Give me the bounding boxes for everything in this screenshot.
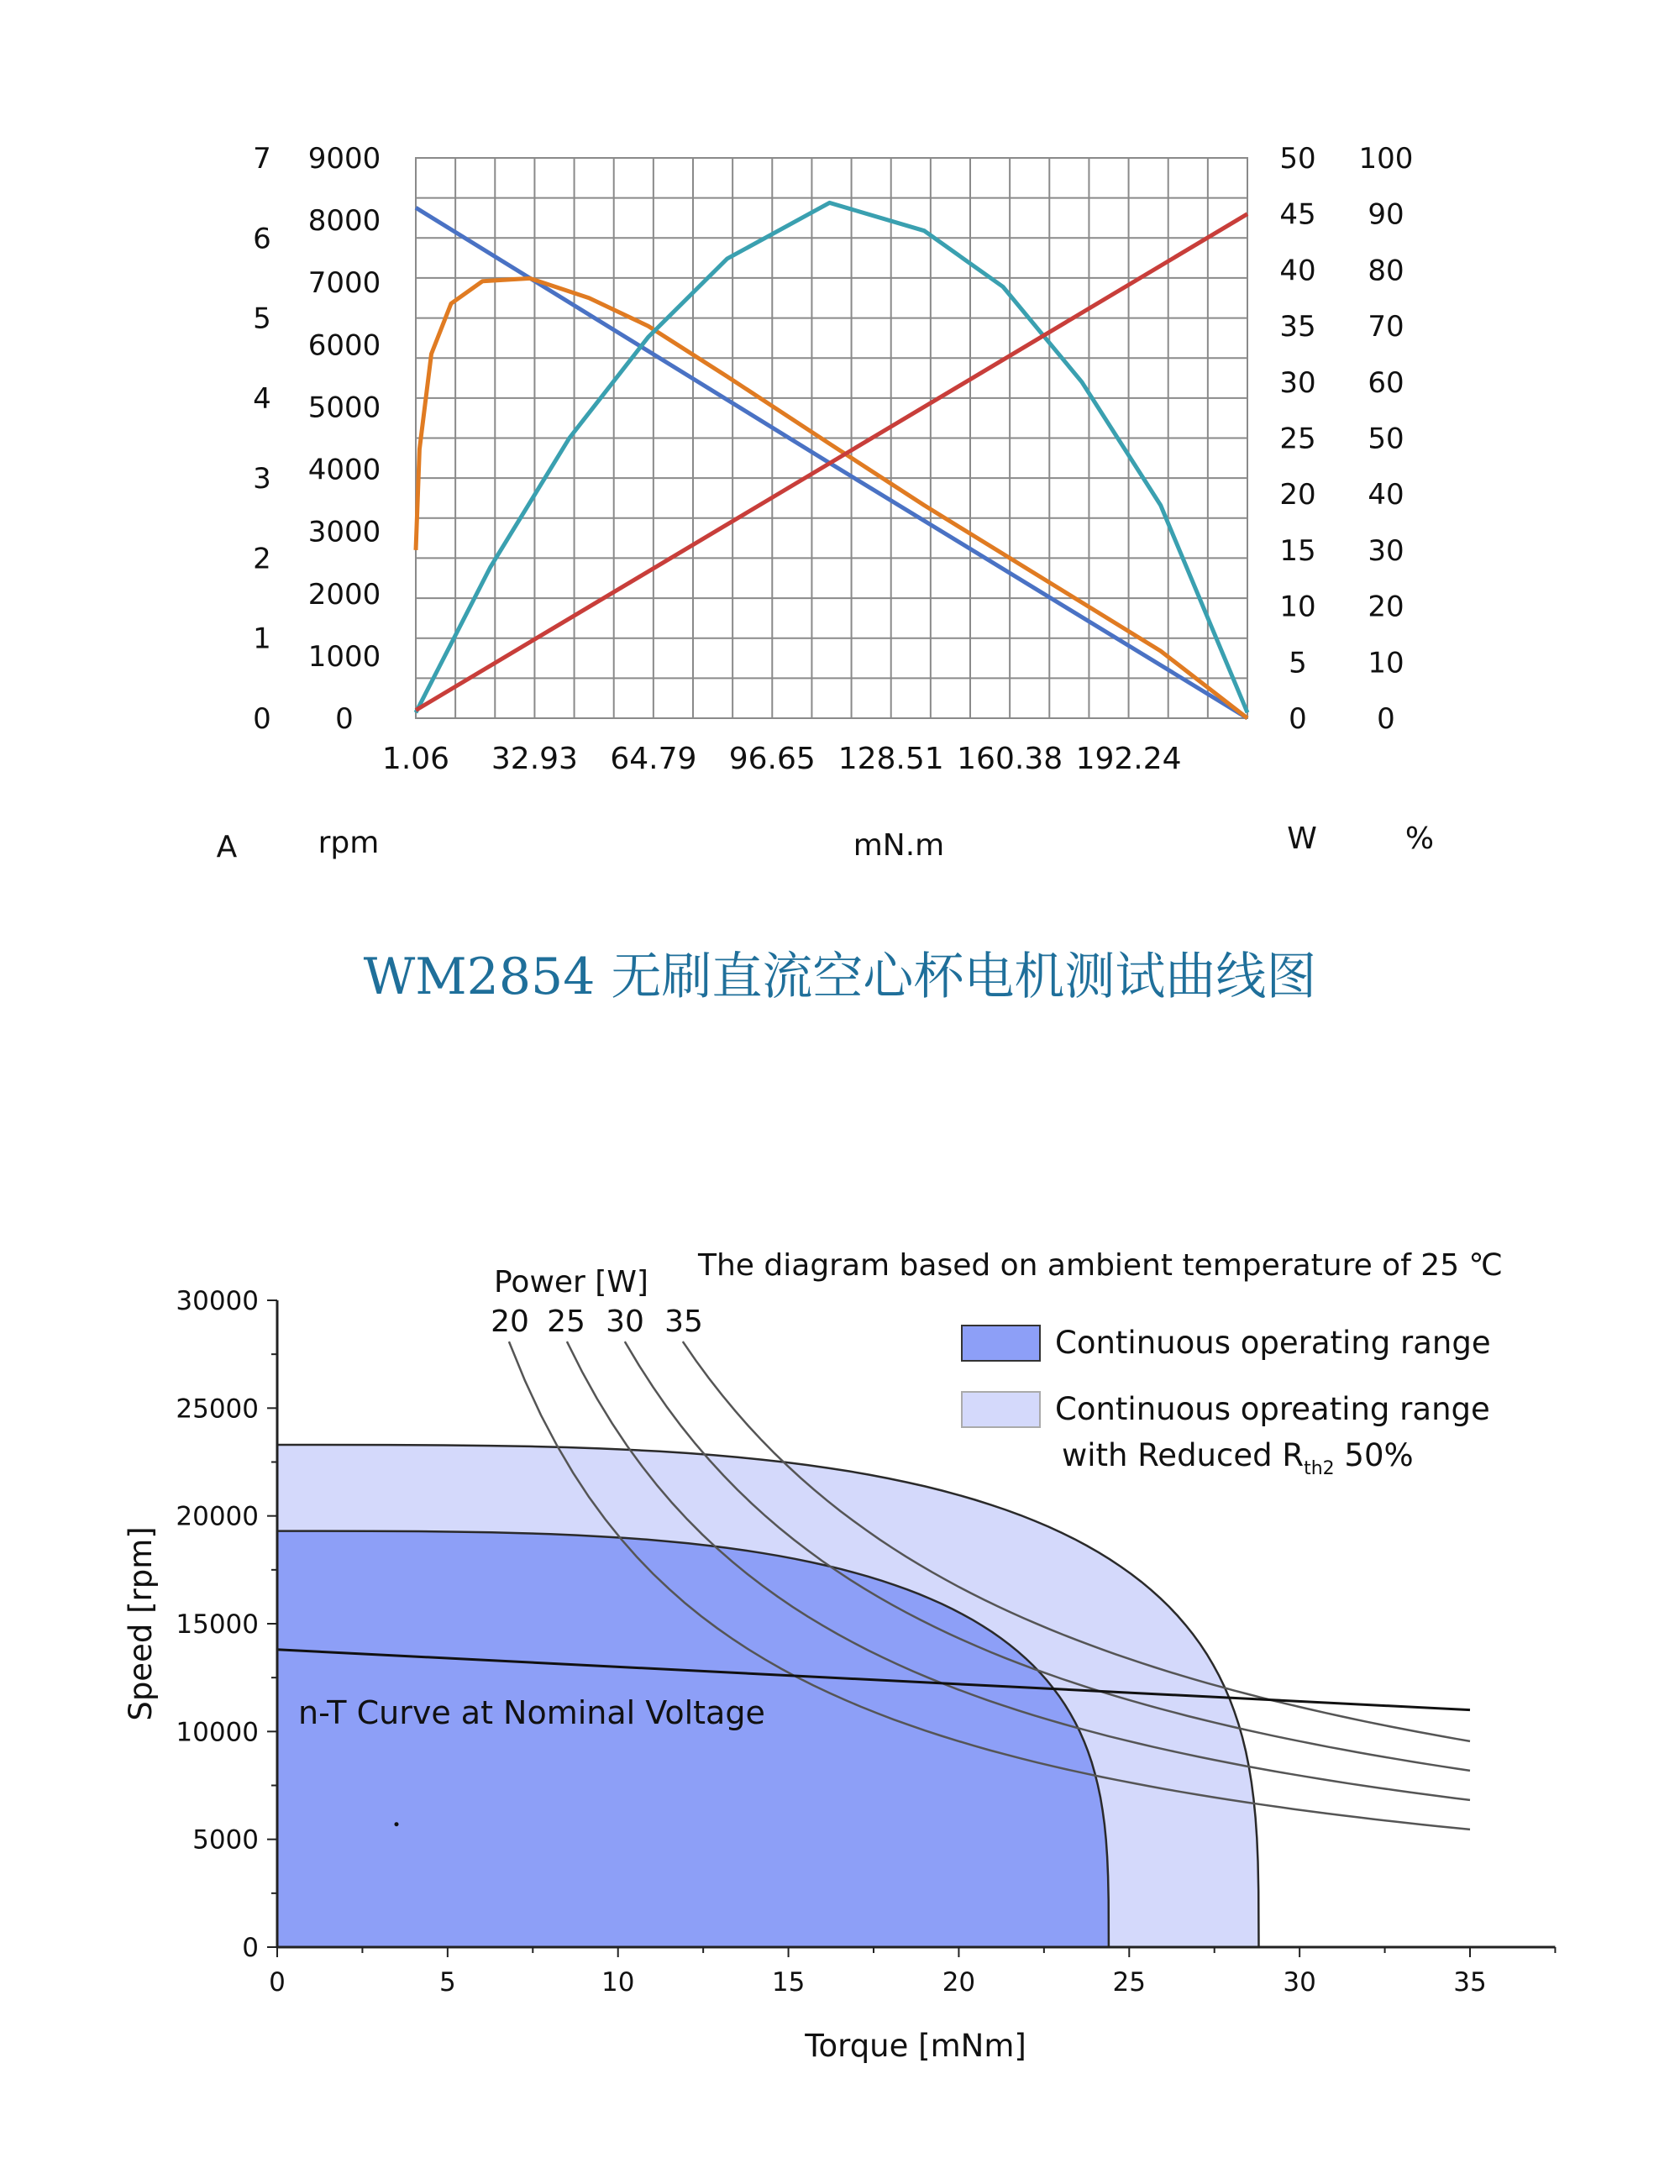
chart1-axis-tick-label: 3000 (307, 515, 381, 549)
chart1-axis-tick-label: 10 (1368, 646, 1404, 680)
chart1-axis-tick-label: 50 (1279, 142, 1316, 176)
chart2-x-tick-label: 10 (601, 1967, 635, 1998)
chart2-y-tick-label: 25000 (176, 1394, 259, 1425)
chart1-axis-label-rpm: rpm (318, 826, 380, 860)
chart2-marker-dot (395, 1822, 399, 1826)
chart1-axis-label-percent: % (1404, 822, 1435, 856)
chart2-legend-label-reduced-line2: with Reduced $R_{th2}$ 50% (1062, 1437, 1414, 1479)
chart1-x-tick-label: 1.06 (381, 742, 450, 776)
speed-torque-chart (0, 1159, 1680, 2184)
chart1-axis-label-W: W (1287, 822, 1317, 856)
chart1-x-tick-label: 160.38 (957, 742, 1063, 776)
chart1-axis-tick-label: 6 (253, 222, 271, 256)
chart2-x-tick-label: 5 (438, 1967, 456, 1998)
chart2-x-tick-label: 20 (942, 1967, 976, 1998)
chart1-axis-tick-label: 0 (253, 702, 271, 736)
chart2-y-tick-label: 30000 (176, 1286, 259, 1316)
chart2-y-tick-label: 20000 (176, 1501, 259, 1532)
chart1-x-tick-label: 192.24 (1075, 742, 1182, 776)
chart1-axis-tick-label: 50 (1368, 422, 1404, 456)
chart1-axis-tick-label: 40 (1368, 478, 1404, 512)
chart1-axis-tick-label: 30 (1279, 365, 1316, 400)
chart1-axis-tick-label: 25 (1279, 422, 1316, 456)
chart1-axis-tick-label: 0 (1377, 702, 1395, 736)
chart2-legend-swatch-reduced (962, 1392, 1040, 1427)
chart1-x-tick-label: 128.51 (837, 742, 944, 776)
chart-caption: WM2854 无刷直流空心杯电机测试曲线图 (363, 948, 1317, 1006)
chart1-axis-tick-label: 4 (253, 381, 271, 416)
chart1-axis-tick-label: 3 (253, 462, 271, 496)
chart1-axis-tick-label: 40 (1279, 254, 1316, 288)
motor-test-chart (0, 0, 1680, 924)
chart2-annotation: n-T Curve at Nominal Voltage (298, 1694, 765, 1731)
chart1-x-tick-label: 96.65 (728, 742, 816, 776)
chart1-axis-tick-label: 80 (1368, 254, 1404, 288)
chart2-power-value: 35 (664, 1305, 703, 1339)
chart2-legend-label-continuous: Continuous operating range (1055, 1325, 1491, 1361)
chart1-x-axis-label: mN.m (853, 828, 945, 863)
chart1-axis-label-A: A (216, 830, 238, 864)
chart1-axis-tick-label: 5 (253, 302, 271, 336)
chart1-axis-tick-label: 0 (335, 702, 354, 736)
chart1-axis-tick-label: 30 (1368, 533, 1404, 568)
chart1-axis-tick-label: 4000 (307, 453, 381, 487)
chart1-x-tick-label: 64.79 (610, 742, 697, 776)
chart1-axis-tick-label: 0 (1289, 702, 1307, 736)
chart1-axis-tick-label: 5000 (307, 391, 381, 425)
chart2-power-value: 25 (547, 1305, 585, 1339)
chart2-x-tick-label: 35 (1453, 1967, 1487, 1998)
chart1-axis-tick-label: 60 (1368, 365, 1404, 400)
chart2-x-tick-label: 30 (1283, 1967, 1316, 1998)
chart1-axis-tick-label: 2 (253, 542, 271, 576)
chart1-axis-tick-label: 20 (1279, 478, 1316, 512)
chart1-axis-tick-label: 5 (1289, 646, 1307, 680)
chart2-x-axis-label: Torque [mNm] (805, 2028, 1026, 2064)
chart1-axis-tick-label: 10 (1279, 590, 1316, 624)
chart2-x-tick-label: 0 (269, 1967, 286, 1998)
chart1-axis-tick-label: 15 (1279, 533, 1316, 568)
chart2-y-tick-label: 15000 (176, 1609, 259, 1640)
chart2-y-tick-label: 0 (242, 1933, 259, 1963)
chart2-y-axis-label: Speed [rpm] (123, 1526, 159, 1721)
chart1-axis-tick-label: 8000 (307, 204, 381, 239)
chart2-x-tick-label: 25 (1112, 1967, 1147, 1998)
chart2-y-tick-label: 10000 (176, 1717, 259, 1748)
chart2-x-tick-label: 15 (771, 1967, 806, 1998)
chart2-title: The diagram based on ambient temperature of 25 ℃ (698, 1248, 1503, 1283)
chart1-axis-tick-label: 1 (253, 622, 271, 656)
chart1-axis-tick-label: 2000 (307, 577, 381, 612)
chart1-axis-tick-label: 1000 (307, 639, 381, 674)
chart2-legend-swatch-continuous (962, 1326, 1040, 1361)
chart1-axis-tick-label: 20 (1368, 590, 1404, 624)
chart1-axis-tick-label: 45 (1279, 197, 1316, 232)
chart1-axis-tick-label: 6000 (307, 328, 381, 363)
chart2-legend-label-reduced: Continuous opreating range (1055, 1391, 1490, 1427)
chart2-y-tick-label: 5000 (192, 1824, 259, 1856)
chart1-axis-tick-label: 7 (253, 142, 271, 176)
chart1-axis-labels (217, 822, 1434, 864)
chart1-axis-tick-label: 35 (1279, 310, 1316, 344)
chart1-axis-tick-label: 100 (1358, 142, 1414, 176)
chart1-axis-tick-label: 70 (1368, 310, 1404, 344)
chart1-x-tick-label: 32.93 (491, 742, 578, 776)
chart2-power-value: 20 (491, 1305, 529, 1339)
chart1-axis-tick-label: 7000 (307, 266, 381, 301)
chart2-power-value: 30 (606, 1305, 644, 1339)
chart1-axis-tick-label: 9000 (307, 142, 381, 176)
chart2-power-label: Power [W] (494, 1265, 648, 1299)
chart1-axis-tick-label: 90 (1368, 197, 1404, 232)
